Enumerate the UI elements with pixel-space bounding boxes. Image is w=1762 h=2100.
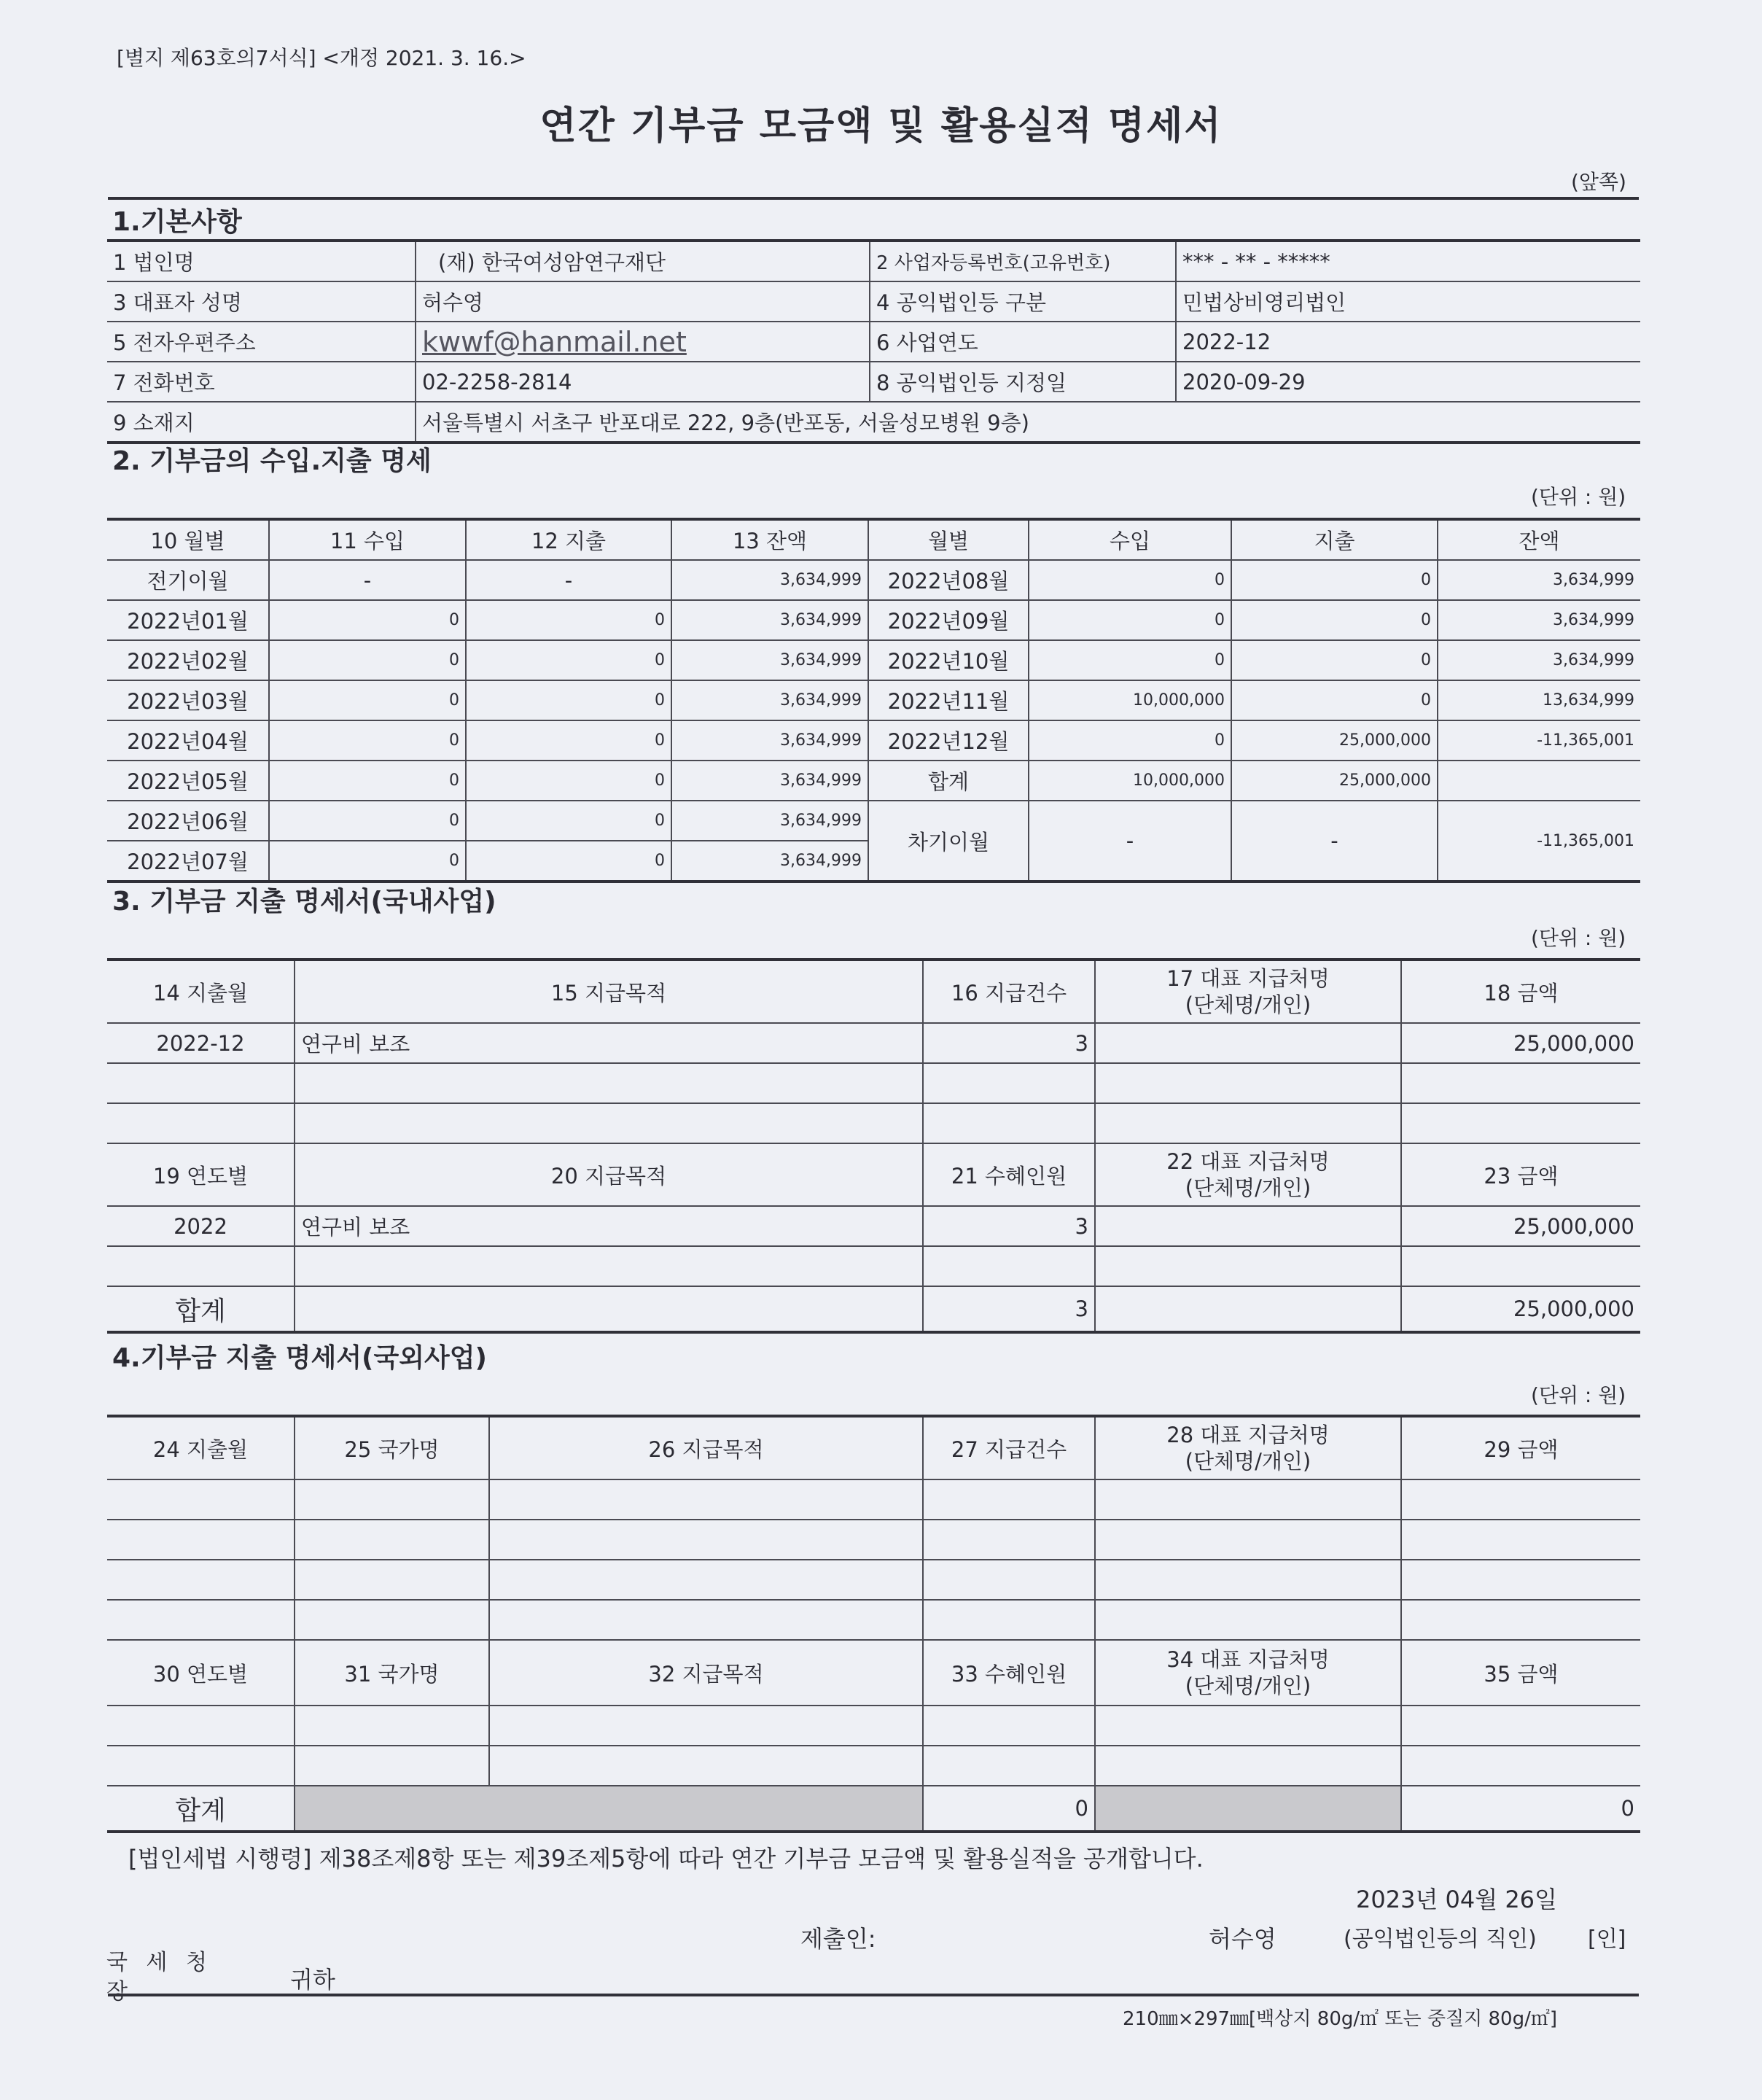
balance-cell: 3,634,999 [671, 600, 868, 640]
shaded-cell [295, 1786, 923, 1832]
col-header: 10 월별 [107, 519, 269, 560]
col-header [1095, 1416, 1401, 1479]
submit-date: 2023년 04월 26일 [1356, 1886, 1557, 1913]
info-label: 5 전자우편주소 [107, 322, 416, 362]
monthly-header-row [107, 519, 1640, 560]
domestic-header-row [107, 960, 1640, 1023]
col-header: 지출 [1231, 519, 1438, 560]
overseas-table [107, 1415, 1640, 1833]
total-amount: 25,000,000 [1401, 1286, 1640, 1332]
month-cell: 2022년07월 [107, 841, 269, 882]
recipient-subheader: (단체명/개인) [1185, 1673, 1311, 1698]
col-header: 18 금액 [1401, 960, 1640, 1023]
balance-cell: 3,634,999 [671, 680, 868, 720]
recipient-header: 34 대표 지급처명 [1166, 1647, 1330, 1672]
unit-label: (단위 : 원) [1531, 1383, 1626, 1407]
col-header: 잔액 [1438, 519, 1640, 560]
monthly-row [107, 801, 1640, 841]
col-header [1095, 1143, 1401, 1206]
overseas-row [107, 1560, 1640, 1600]
monthly-row [107, 560, 1640, 600]
total-recipient [1095, 1286, 1401, 1332]
info-label: 2 사업자등록번호(고유번호) [870, 241, 1176, 281]
info-value: 민법상비영리법인 [1176, 281, 1640, 322]
info-label: 7 전화번호 [107, 362, 416, 402]
balance-total [1438, 761, 1640, 801]
col-header: 15 지급목적 [295, 960, 923, 1023]
balance-cell: 3,634,999 [1438, 600, 1640, 640]
info-value: *** - ** - ***** [1176, 241, 1640, 281]
side-label: (앞쪽) [1571, 170, 1626, 194]
monthly-row [107, 720, 1640, 761]
balance-cell: 3,634,999 [1438, 640, 1640, 680]
income-cell: 0 [269, 801, 466, 841]
col-header: 12 지출 [466, 519, 671, 560]
purpose: 연구비 보조 [295, 1023, 923, 1063]
col-header: 31 국가명 [295, 1640, 489, 1706]
total-label: 합계 [107, 1786, 295, 1832]
expense-cell: 0 [1231, 560, 1438, 600]
section4-title: 4.기부금 지출 명세서(국외사업) [112, 1343, 488, 1373]
paper-spec: 210㎜×297㎜[백상지 80g/㎡ 또는 중질지 80g/㎡] [1123, 2008, 1558, 2030]
info-label: 9 소재지 [107, 402, 416, 443]
month-cell: 2022년01월 [107, 600, 269, 640]
income-cell: 0 [1029, 720, 1231, 761]
domestic-row [107, 1063, 1640, 1103]
overseas-year-row [107, 1746, 1640, 1786]
col-header [1095, 960, 1401, 1023]
overseas-row [107, 1520, 1640, 1560]
recipient-subheader: (단체명/개인) [1185, 1449, 1311, 1474]
total-count: 0 [923, 1786, 1095, 1832]
month-cell: 2022년03월 [107, 680, 269, 720]
amount: 25,000,000 [1401, 1023, 1640, 1063]
col-header: 수입 [1029, 519, 1231, 560]
balance-cell: 3,634,999 [671, 761, 868, 801]
month-cell: 2022년06월 [107, 801, 269, 841]
info-value: 02-2258-2814 [416, 362, 870, 402]
carry-income: - [1029, 801, 1231, 882]
email-link[interactable]: kwwf@hanmail.net [416, 322, 870, 362]
recipient-subheader: (단체명/개인) [1185, 1175, 1311, 1200]
balance-cell: 3,634,999 [671, 640, 868, 680]
expense-cell: 0 [1231, 640, 1438, 680]
col-header: 30 연도별 [107, 1640, 295, 1706]
domestic-year-row [107, 1246, 1640, 1286]
monthly-row [107, 761, 1640, 801]
shaded-cell [1095, 1786, 1401, 1832]
info-row [107, 402, 1640, 443]
col-header: 33 수혜인원 [923, 1640, 1095, 1706]
domestic-row [107, 1103, 1640, 1143]
col-header: 월별 [868, 519, 1029, 560]
month-cell: 2022년09월 [868, 600, 1029, 640]
expense-cell: 0 [1231, 680, 1438, 720]
col-header: 27 지급건수 [923, 1416, 1095, 1479]
month-cell: 2022년08월 [868, 560, 1029, 600]
income-cell: 0 [1029, 640, 1231, 680]
income-cell: 0 [269, 600, 466, 640]
income-cell: 0 [1029, 560, 1231, 600]
balance-cell: -11,365,001 [1438, 720, 1640, 761]
year: 2022 [107, 1206, 295, 1246]
info-row [107, 241, 1640, 281]
domestic-year-row [107, 1206, 1640, 1246]
col-header: 26 지급목적 [489, 1416, 923, 1479]
income-cell: 0 [269, 761, 466, 801]
overseas-header-row [107, 1416, 1640, 1479]
recipient-header: 22 대표 지급처명 [1166, 1149, 1330, 1174]
col-header: 24 지출월 [107, 1416, 295, 1479]
col-header [1095, 1640, 1401, 1706]
expense-month: 2022-12 [107, 1023, 295, 1063]
section2-title: 2. 기부금의 수입.지출 명세 [112, 446, 432, 476]
info-row [107, 281, 1640, 322]
expense-cell: 0 [466, 680, 671, 720]
balance-cell: 3,634,999 [671, 801, 868, 841]
income-cell: 10,000,000 [1029, 680, 1231, 720]
recipient-subheader: (단체명/개인) [1185, 992, 1311, 1017]
overseas-year-header-row [107, 1640, 1640, 1706]
month-cell: 2022년11월 [868, 680, 1029, 720]
purpose: 연구비 보조 [295, 1206, 923, 1246]
expense-cell: 0 [466, 600, 671, 640]
income-cell: 0 [1029, 600, 1231, 640]
month-cell: 2022년12월 [868, 720, 1029, 761]
carry-expense: - [1231, 801, 1438, 882]
expense-cell: - [466, 560, 671, 600]
balance-cell: 3,634,999 [671, 841, 868, 882]
carry-balance: -11,365,001 [1438, 801, 1640, 882]
month-cell: 2022년05월 [107, 761, 269, 801]
section3-title: 3. 기부금 지출 명세서(국내사업) [112, 887, 496, 917]
total-beneficiaries: 3 [923, 1286, 1095, 1332]
expense-cell: 0 [466, 801, 671, 841]
expense-cell: 0 [466, 640, 671, 680]
info-label: 3 대표자 성명 [107, 281, 416, 322]
info-label: 6 사업연도 [870, 322, 1176, 362]
legal-notice: [법인세법 시행령] 제38조제8항 또는 제39조제5항에 따라 연간 기부금 모금액 및 활용실적을 공개합니다. [128, 1845, 1204, 1872]
expense-cell: 0 [466, 841, 671, 882]
seal-mark: [인] [1588, 1926, 1626, 1952]
month-cell: 2022년04월 [107, 720, 269, 761]
page-title: 연간 기부금 모금액 및 활용실적 명세서 [539, 104, 1223, 148]
total-label: 합계 [868, 761, 1029, 801]
monthly-row [107, 640, 1640, 680]
beneficiaries: 3 [923, 1206, 1095, 1246]
monthly-row [107, 600, 1640, 640]
recipient-header: 28 대표 지급처명 [1166, 1423, 1330, 1447]
overseas-row [107, 1479, 1640, 1520]
section1-title: 1.기본사항 [112, 207, 242, 237]
col-header: 32 지급목적 [489, 1640, 923, 1706]
info-value: 2022-12 [1176, 322, 1640, 362]
expense-total: 25,000,000 [1231, 761, 1438, 801]
info-value: (재) 한국여성암연구재단 [416, 241, 870, 281]
total-purpose [295, 1286, 923, 1332]
address-value: 서울특별시 서초구 반포대로 222, 9층(반포동, 서울성모병원 9층) [416, 402, 1640, 443]
recipient-office: 국 세 청 장 [106, 1950, 214, 2004]
income-cell: 0 [269, 680, 466, 720]
monthly-row [107, 680, 1640, 720]
info-value: 2020-09-29 [1176, 362, 1640, 402]
amount: 25,000,000 [1401, 1206, 1640, 1246]
col-header: 19 연도별 [107, 1143, 295, 1206]
col-header: 25 국가명 [295, 1416, 489, 1479]
honorific: 귀하 [290, 1966, 335, 1994]
balance-cell: 13,634,999 [1438, 680, 1640, 720]
info-value: 허수영 [416, 281, 870, 322]
income-cell: 0 [269, 720, 466, 761]
domestic-year-header-row [107, 1143, 1640, 1206]
recipient [1095, 1023, 1401, 1063]
submitter-name: 허수영 [1209, 1925, 1276, 1953]
col-header: 11 수입 [269, 519, 466, 560]
total-label: 합계 [107, 1286, 295, 1332]
income-total: 10,000,000 [1029, 761, 1231, 801]
col-header: 21 수혜인원 [923, 1143, 1095, 1206]
submitter-label: 제출인: [800, 1925, 876, 1953]
col-header: 35 금액 [1401, 1640, 1640, 1706]
unit-label: (단위 : 원) [1531, 926, 1626, 950]
count: 3 [923, 1023, 1095, 1063]
col-header: 14 지출월 [107, 960, 295, 1023]
monthly-table [107, 518, 1640, 883]
info-row [107, 322, 1640, 362]
expense-cell: 0 [1231, 600, 1438, 640]
expense-cell: 25,000,000 [1231, 720, 1438, 761]
info-row [107, 362, 1640, 402]
income-cell: 0 [269, 640, 466, 680]
seal-role: (공익법인등의 직인) [1344, 1926, 1537, 1952]
recipient-header: 17 대표 지급처명 [1166, 966, 1330, 991]
col-header: 29 금액 [1401, 1416, 1640, 1479]
form-reference: [별지 제63호의7서식] <개정 2021. 3. 16.> [117, 46, 526, 70]
info-label: 8 공익법인등 지정일 [870, 362, 1176, 402]
income-cell: - [269, 560, 466, 600]
balance-cell: 3,634,999 [1438, 560, 1640, 600]
balance-cell: 3,634,999 [671, 720, 868, 761]
overseas-row [107, 1600, 1640, 1640]
basic-info-table [107, 239, 1640, 444]
info-label: 4 공익법인등 구분 [870, 281, 1176, 322]
info-label: 1 법인명 [107, 241, 416, 281]
col-header: 20 지급목적 [295, 1143, 923, 1206]
domestic-row [107, 1023, 1640, 1063]
carry-label: 차기이월 [868, 801, 1029, 882]
col-header: 16 지급건수 [923, 960, 1095, 1023]
month-cell: 2022년10월 [868, 640, 1029, 680]
month-cell: 전기이월 [107, 560, 269, 600]
expense-cell: 0 [466, 720, 671, 761]
overseas-total-row [107, 1786, 1640, 1832]
total-amount: 0 [1401, 1786, 1640, 1832]
balance-cell: 3,634,999 [671, 560, 868, 600]
unit-label: (단위 : 원) [1531, 485, 1626, 509]
income-cell: 0 [269, 841, 466, 882]
domestic-table [107, 958, 1640, 1334]
domestic-total-row [107, 1286, 1640, 1332]
col-header: 23 금액 [1401, 1143, 1640, 1206]
col-header: 13 잔액 [671, 519, 868, 560]
overseas-year-row [107, 1706, 1640, 1746]
month-cell: 2022년02월 [107, 640, 269, 680]
recipient [1095, 1206, 1401, 1246]
expense-cell: 0 [466, 761, 671, 801]
